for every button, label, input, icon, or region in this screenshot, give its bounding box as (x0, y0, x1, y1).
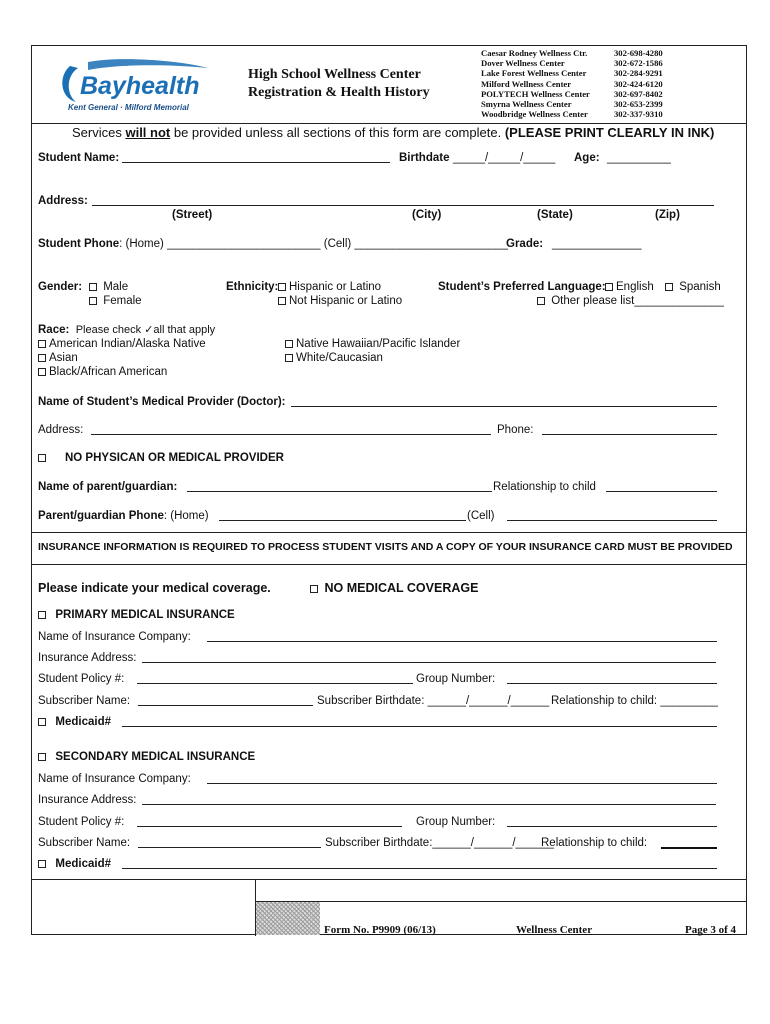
checkbox-icon[interactable] (665, 283, 673, 291)
secondary-relationship[interactable]: Relationship to child: (541, 837, 648, 849)
language-option-spanish[interactable]: Spanish (665, 280, 721, 294)
center-name: Caesar Rodney Wellness Ctr. (481, 48, 588, 58)
primary-group-label: Group Number: (416, 673, 496, 685)
secondary-sub-birthdate[interactable]: Subscriber Birthdate:______/______/______ (325, 837, 554, 849)
city-caption: (City) (412, 209, 442, 221)
birthdate-field[interactable]: _____/_____/_____ (453, 152, 556, 164)
guardian-relationship-field[interactable] (606, 491, 717, 492)
form-number: Form No. P9909 (06/13) (324, 924, 436, 936)
race-option-asian[interactable]: Asian (38, 351, 78, 365)
no-provider-option[interactable]: NO PHYSICAN OR MEDICAL PROVIDER (38, 451, 284, 465)
primary-subscriber-field[interactable] (138, 705, 313, 706)
guardian-phone-label: Parent/guardian Phone: (Home) (38, 510, 209, 522)
checkbox-icon[interactable] (38, 860, 46, 868)
checkbox-icon[interactable] (89, 283, 97, 291)
secondary-company-field[interactable] (207, 783, 717, 784)
office-use-shaded-box (256, 902, 320, 935)
guardian-relationship-label: Relationship to child (493, 481, 596, 493)
center-name: Woodbridge Wellness Center (481, 109, 588, 120)
checkbox-icon[interactable] (38, 718, 46, 726)
race-option-black[interactable]: Black/African American (38, 365, 167, 379)
guardian-cell-label: (Cell) (467, 510, 495, 522)
primary-company-label: Name of Insurance Company: (38, 631, 191, 643)
ethnicity-option-hispanic[interactable]: Hispanic or Latino (278, 280, 381, 294)
checkbox-icon[interactable] (285, 354, 293, 362)
secondary-medicaid-option[interactable]: Medicaid# (38, 857, 111, 871)
primary-medicaid-option[interactable]: Medicaid# (38, 715, 111, 729)
age-field[interactable]: __________ (607, 152, 671, 164)
student-name-field[interactable] (122, 162, 390, 163)
checkbox-icon[interactable] (38, 611, 46, 619)
bayhealth-logo (58, 58, 238, 118)
primary-medicaid-field[interactable] (122, 726, 717, 727)
address-field[interactable] (92, 205, 714, 206)
primary-subscriber-label: Subscriber Name: (38, 695, 131, 707)
provider-name-field[interactable] (291, 406, 717, 407)
secondary-relationship-field[interactable] (661, 847, 717, 849)
language-label: Student’s Preferred Language: (438, 281, 606, 293)
gender-option-female[interactable]: Female (89, 294, 142, 308)
grade-field[interactable]: ______________ (552, 238, 642, 250)
primary-insurance-option[interactable]: PRIMARY MEDICAL INSURANCE (38, 608, 235, 622)
checkbox-icon[interactable] (310, 585, 318, 593)
insurance-banner: INSURANCE INFORMATION IS REQUIRED TO PROCESS STUDENT VISITS AND A COPY OF YOUR INSURANCE CARD MUST BE PROVIDED (38, 541, 733, 553)
logo-subtext: Kent General · Milford Memorial (68, 103, 189, 112)
provider-label: Name of Student’s Medical Provider (Doctor): (38, 396, 286, 408)
form-notice: Services will not be provided unless all sections of this form are complete. (PLEASE PRINT CLEARLY IN INK) (72, 125, 715, 140)
checkbox-icon[interactable] (278, 297, 286, 305)
primary-address-label: Insurance Address: (38, 652, 137, 664)
primary-company-field[interactable] (207, 641, 717, 642)
page-number: Page 3 of 4 (685, 924, 737, 936)
ethnicity-label: Ethnicity: (226, 281, 279, 293)
center-name: Lake Forest Wellness Center (481, 68, 587, 79)
race-option-white[interactable]: White/Caucasian (285, 351, 383, 365)
title-line-1: High School Wellness Center (248, 67, 421, 82)
wellness-centers-list (481, 48, 590, 119)
guardian-name-label: Name of parent/guardian: (38, 481, 178, 493)
checkbox-icon[interactable] (38, 368, 46, 376)
gender-label: Gender: (38, 281, 83, 293)
primary-policy-field[interactable] (137, 683, 413, 684)
checkbox-icon[interactable] (38, 753, 46, 761)
race-option-american-indian[interactable]: American Indian/Alaska Native (38, 337, 206, 351)
student-name-label: Student Name: (38, 152, 120, 164)
checkbox-icon[interactable] (278, 283, 286, 291)
checkbox-icon[interactable] (38, 354, 46, 362)
center-phone: 302-337-9310 (614, 109, 663, 120)
center-phone: 302-424-6120 (614, 78, 663, 89)
birthdate-label: Birthdate (399, 152, 450, 164)
zip-caption: (Zip) (655, 209, 680, 221)
center-phone: 302-284-9291 (614, 68, 663, 79)
language-option-other[interactable]: Other please list______________ (537, 294, 724, 308)
secondary-policy-label: Student Policy #: (38, 816, 125, 828)
provider-address-label: Address: (38, 424, 84, 436)
footer-divider (255, 901, 746, 902)
primary-relationship[interactable]: Relationship to child: _________ (551, 695, 718, 707)
center-phone: 302-672-1586 (614, 58, 663, 69)
footer-department: Wellness Center (516, 924, 593, 936)
center-name: Milford Wellness Center (481, 78, 572, 89)
secondary-subscriber-label: Subscriber Name: (38, 837, 131, 849)
primary-address-field[interactable] (142, 662, 716, 663)
secondary-insurance-option[interactable]: SECONDARY MEDICAL INSURANCE (38, 750, 255, 764)
secondary-policy-field[interactable] (137, 826, 402, 827)
age-label: Age: (574, 152, 600, 164)
street-caption: (Street) (172, 209, 213, 221)
checkbox-icon[interactable] (89, 297, 97, 305)
secondary-subscriber-field[interactable] (138, 847, 321, 848)
provider-phone-label: Phone: (497, 424, 534, 436)
gender-option-male[interactable]: Male (89, 280, 128, 294)
primary-sub-birthdate[interactable]: Subscriber Birthdate: ______/______/______ (317, 695, 550, 707)
race-option-native-hawaiian[interactable]: Native Hawaiian/Pacific Islander (285, 337, 460, 351)
center-phone: 302-653-2399 (614, 99, 663, 110)
wellness-centers-phones (614, 48, 663, 119)
secondary-address-label: Insurance Address: (38, 794, 137, 806)
title-line-2: Registration & Health History (248, 85, 430, 100)
ethnicity-option-not-hispanic[interactable]: Not Hispanic or Latino (278, 294, 402, 308)
secondary-company-label: Name of Insurance Company: (38, 773, 191, 785)
language-option-english[interactable]: English (605, 280, 654, 294)
state-caption: (State) (537, 209, 573, 221)
coverage-prompt: Please indicate your medical coverage. (38, 581, 271, 595)
primary-group-field[interactable] (507, 683, 717, 684)
student-phone-row: Student Phone: (Home) ________________________ (Cell) ________________________ (38, 238, 508, 250)
logo-wordmark: Bayhealth (80, 72, 200, 100)
center-phone: 302-698-4280 (614, 48, 663, 58)
guardian-name-field[interactable] (187, 491, 492, 492)
divider (32, 532, 746, 533)
guardian-cell-phone-field[interactable] (507, 520, 717, 521)
center-name: POLYTECH Wellness Center (481, 88, 590, 99)
checkbox-icon[interactable] (605, 283, 613, 291)
form-header (32, 46, 746, 124)
guardian-home-phone-field[interactable] (219, 520, 466, 521)
no-coverage-option[interactable]: NO MEDICAL COVERAGE (310, 581, 478, 595)
center-name: Dover Wellness Center (481, 58, 565, 69)
secondary-medicaid-field[interactable] (122, 868, 717, 869)
checkbox-icon[interactable] (38, 340, 46, 348)
divider (32, 564, 746, 565)
checkbox-icon[interactable] (38, 454, 46, 462)
race-heading: Race: Please check ✓all that apply (38, 324, 216, 336)
center-phone: 302-697-8402 (614, 88, 663, 99)
provider-address-field[interactable] (91, 434, 491, 435)
registration-form (31, 45, 747, 935)
secondary-group-field[interactable] (507, 826, 717, 827)
grade-label: Grade: (506, 238, 544, 250)
secondary-group-label: Group Number: (416, 816, 496, 828)
primary-policy-label: Student Policy #: (38, 673, 125, 685)
form-title (248, 66, 430, 102)
divider (32, 879, 746, 880)
address-label: Address: (38, 195, 88, 207)
checkbox-icon[interactable] (285, 340, 293, 348)
secondary-address-field[interactable] (142, 804, 716, 805)
checkbox-icon[interactable] (537, 297, 545, 305)
center-name: Smyrna Wellness Center (481, 99, 572, 110)
provider-phone-field[interactable] (542, 434, 717, 435)
